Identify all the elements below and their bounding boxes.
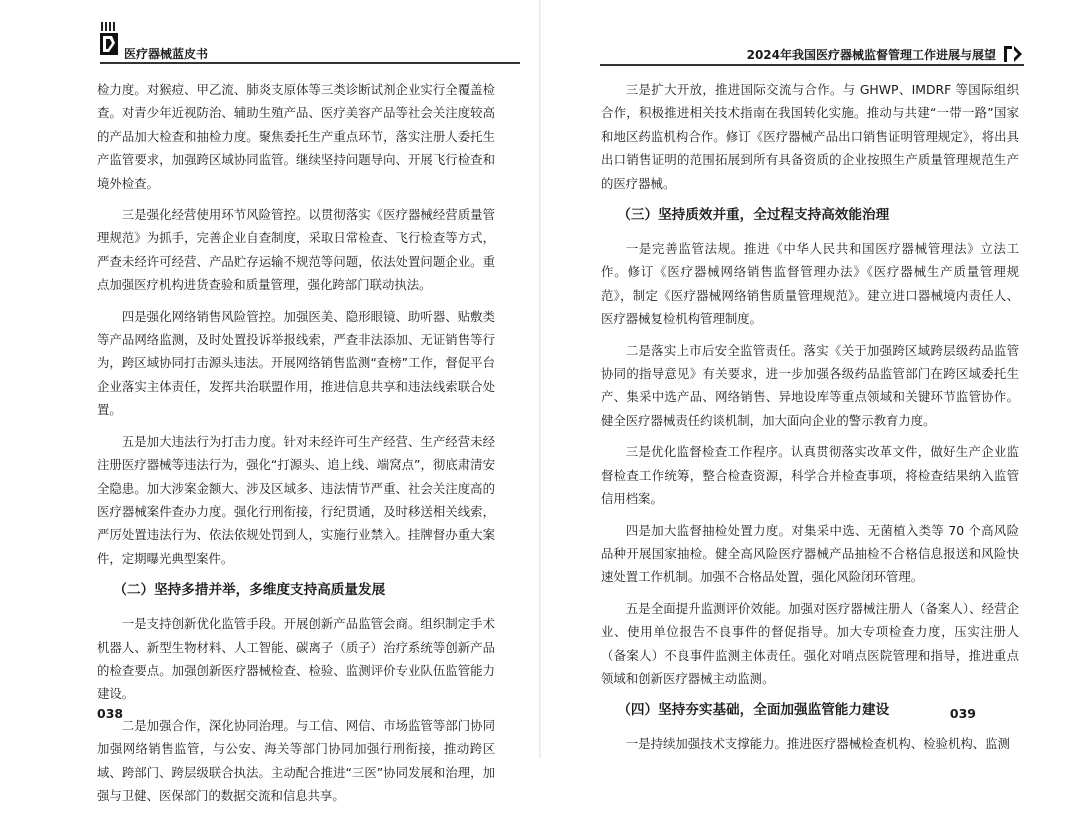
body-paragraph: 检力度。对猴痘、甲乙流、肺炎支原体等三类诊断试剂企业实行全覆盖检查。对青少年近视防治、辅助生殖产品、医疗美容产品等社会关注度较高的产品加大检查和抽检力度。聚焦委托生产重点环节，落实注册人委托生产监管要求，加强跨区域协同监管。继续坚持问题导向、开展飞行检查和境外检查。 (97, 82, 495, 191)
body-paragraph: 四是强化网络销售风险管控。加强医美、隐形眼镜、助听器、贴敷类等产品网络监测，及时处置投诉举报线索，严查非法添加、无证销售等行为，跨区域协同打击源头违法。开展网络销售监测“查榜”工作，督促平台企业落实主体责任，发挥共治联盟作用，推进信息共享和违法线索联合处置。 (97, 308, 495, 418)
body-paragraph: 五是加大违法行为打击力度。针对未经许可生产经营、生产经营未经注册医疗器械等违法行为，强化“打源头、追上线、端窝点”，彻底肃清安全隐患。加大涉案金额大、涉及区域多、违法情节严重、社会关注度高的医疗器械案件查办力度。强化行刑衔接，行纪贯通，及时移送相关线索，严厉处置违法行为、依法依规处罚到人，实施行业禁入。挂牌督办重大案件，定期曝光典型案件。 (97, 433, 495, 566)
series-title: 医疗器械蓝皮书 (124, 47, 209, 61)
body-paragraph: 二是加强合作，深化协同治理。与工信、网信、市场监管等部门协同加强网络销售监管，与公安、海关等部门协同加强行刑衔接，推动跨区域、跨部门、跨层级联合执法。主动配合推进“三医”协同发展和治理，加强与卫健、医保部门的数据交流和信息共享。 (97, 717, 495, 803)
bluebook-logo-icon (100, 22, 118, 58)
body-paragraph: 一是支持创新优化监管手段。开展创新产品监管会商。组织制定手术机器人、新型生物材料、人工智能、碳离子（质子）治疗系统等创新产品的检查要点。加强创新医疗器械检查、检验、监测评价专业队伍监管能力建设。 (97, 616, 495, 702)
body-paragraph: 二是落实上市后安全监管责任。落实《关于加强跨区域跨层级药品监管协同的指导意见》有关要求，进一步加强各级药品监管部门在跨区域委托生产、集采中选产品、网络销售、异地设库等重点领域和关键环节监管协作。健全医疗器械责任约谈机制，加大面向企业的警示教育力度。 (601, 342, 1019, 428)
body-paragraph: 三是扩大开放，推进国际交流与合作。与 GHWP、IMDRF 等国际组织合作，积极推进相关技术指南在我国转化实施。推动与共建“一带一路”国家和地区药监机构合作。修订《医疗器械产品出口销售证明管理规定》，将出具出口销售证明的范围拓展到所有具备资质的企业按照生产质量管理规范生产的医疗器械。 (601, 82, 1019, 191)
right-page-header (600, 44, 1024, 68)
running-title: 2024年我国医疗器械监督管理工作进展与展望 (746, 48, 996, 62)
left-page (0, 0, 540, 803)
header-rule (600, 64, 1024, 66)
chapter-corner-icon (1002, 44, 1024, 64)
right-page-body (601, 78, 1019, 764)
body-paragraph: 四是加大监督抽检处置力度。对集采中选、无菌植入类等 70 个高风险品种开展国家抽检。健全高风险医疗器械产品抽检不合格信息报送和风险快速处置工作机制。加强不合格品处置，强化风险闭环管理。 (601, 522, 1019, 585)
section-heading: （二）坚持多措并举，多维度支持高质量发展 (113, 582, 386, 599)
body-paragraph: 三是优化监督检查工作程序。认真贯彻落实改革文件，做好生产企业监督检查工作统筹，整合检查资源，科学合并检查事项，将检查结果纳入监管信用档案。 (601, 444, 1019, 507)
right-page (540, 0, 1080, 758)
page-number: 039 (949, 706, 976, 721)
header-rule (100, 62, 520, 64)
body-paragraph: 一是完善监管法规。推进《中华人民共和国医疗器械管理法》立法工作。修订《医疗器械网络销售监督管理办法》《医疗器械生产质量管理规范》，制定《医疗器械网络销售质量管理规范》。建立进口器械境内责任人、医疗器械复检机构管理制度。 (601, 241, 1019, 327)
body-paragraph: 五是全面提升监测评价效能。加强对医疗器械注册人（备案人）、经营企业、使用单位报告不良事件的督促指导。加大专项检查力度，压实注册人（备案人）不良事件监测主体责任。强化对哨点医院管理和指导，推进重点领域和创新医疗器械主动监测。 (601, 600, 1019, 686)
body-paragraph: 一是持续加强技术支撑能力。推进医疗器械检查机构、检验机构、监测 (625, 736, 1010, 752)
body-paragraph: 三是强化经营使用环节风险管控。以贯彻落实《医疗器械经营质量管理规范》为抓手，完善企业自查制度，采取日常检查、飞行检查等方式，严查未经许可经营、产品贮存运输不规范等问题，依法处置问题企业。重点加强医疗机构进货查验和质量管理，强化跨部门联动执法。 (97, 207, 495, 293)
page-number: 038 (97, 706, 124, 721)
left-page-body (97, 78, 495, 815)
left-page-header (100, 22, 500, 68)
section-heading: （三）坚持质效并重，全过程支持高效能治理 (617, 207, 890, 224)
section-heading: （四）坚持夯实基础，全面加强监管能力建设 (617, 702, 890, 719)
